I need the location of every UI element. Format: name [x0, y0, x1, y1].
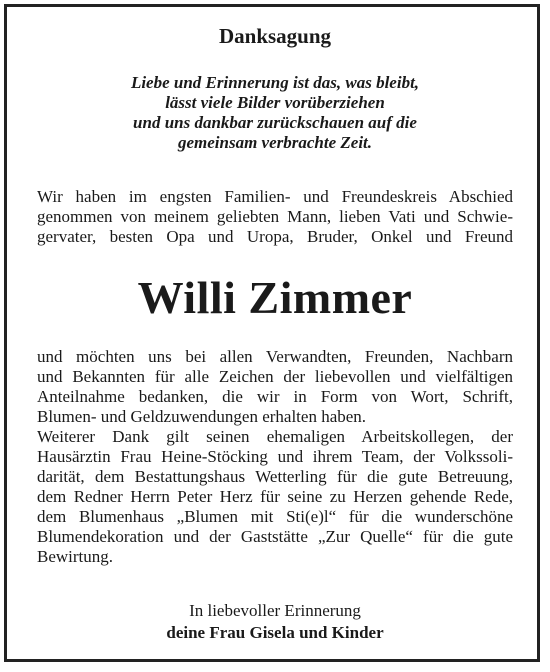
deceased-name: Willi Zimmer [137, 272, 413, 323]
text-line: und möchten uns bei allen Verwandten, Freunden, Nachbarn [37, 347, 513, 366]
text-line: Anteilnahme bedanken, die wir in Form von Wort, Schrift, [37, 387, 513, 406]
text-line: gervater, besten Opa und Uropa, Bruder, Onkel und Freund [37, 227, 513, 246]
closing [37, 600, 513, 644]
text-line: Hausärztin Frau Heine-Stöcking und ihrem Team, der Volkssoli- [37, 447, 513, 466]
closing-line: In liebevoller Erinnerung [189, 601, 361, 620]
text-line: Wir haben im engsten Familien- und Freundeskreis Abschied [37, 187, 513, 206]
farewell-paragraph [37, 187, 513, 247]
signature: deine Frau Gisela und Kinder [166, 623, 384, 642]
text-line: Weiterer Dank gilt seinen ehemaligen Arbeitskollegen, der [37, 427, 513, 446]
text-line: und Bekannten für alle Zeichen der liebevollen und vielfältigen [37, 367, 513, 386]
obituary-card [4, 4, 540, 662]
text-line: dem Redner Herrn Peter Herz für seine zu Herzen gehende Rede, [37, 487, 513, 506]
poem-line: lässt viele Bilder vorüberziehen [165, 93, 385, 112]
text-line: Blumen- und Geldzuwendungen erhalten haben. [37, 407, 367, 426]
text-line: genommen von meinem geliebten Mann, lieben Vati und Schwie- [37, 207, 513, 226]
poem-line: und uns dankbar zurückschauen auf die [133, 113, 417, 132]
text-line: darität, dem Bestattungshaus Wetterling für die gute Betreuung, [37, 467, 513, 486]
poem-line: gemeinsam verbrachte Zeit. [177, 133, 373, 152]
text-line: dem Blumenhaus „Blumen mit Sti(e)l“ für die wunderschöne [37, 507, 513, 526]
poem [37, 73, 513, 153]
text-line: Bewirtung. [37, 547, 114, 566]
page-title: Danksagung [218, 24, 332, 48]
poem-line: Liebe und Erinnerung ist das, was bleibt, [130, 73, 420, 92]
thanks-paragraph [37, 347, 513, 567]
text-line: Blumendekoration und der Gaststätte „Zur Quelle“ für die gute [37, 527, 513, 546]
